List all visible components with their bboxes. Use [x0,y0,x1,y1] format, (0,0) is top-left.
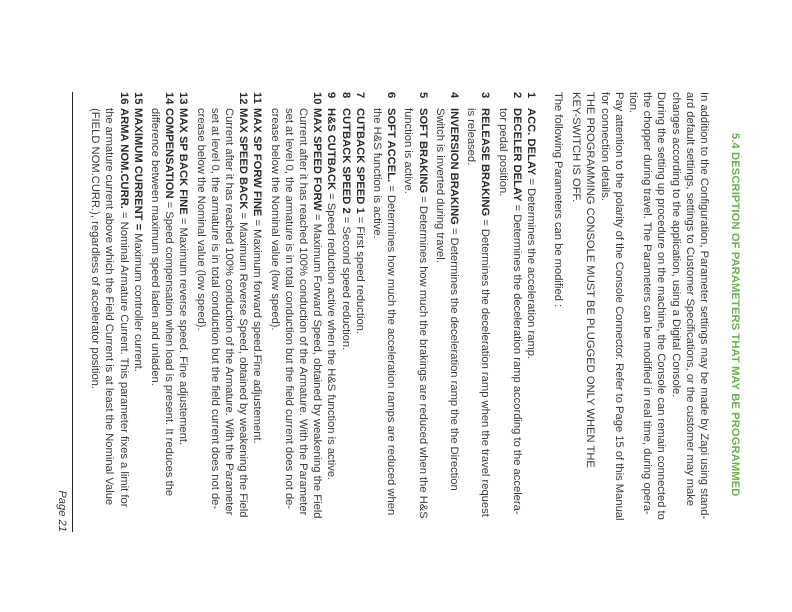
parameter-description-cont: is released. [465,108,478,166]
parameter-number: 12 [237,92,250,105]
parameter-description-cont: tor pedal position. [496,108,509,197]
parameter-item [401,92,429,532]
parameter-name: INVERSION BRAKING [447,108,460,225]
parameter-description-cont: the H&S function is active. [370,108,383,239]
parameter-description: = Determines the deceleration ramp according to the accelera- [510,201,523,515]
parameter-name: SOFT ACCEL. [385,108,398,183]
intro-line: During the setting up procedure on the machine, the Console can remain connected to [655,92,668,520]
parameters-lead-text: The following Parameters can be modified : [552,92,564,308]
parameter-number: 8 [339,92,352,99]
parameter-description: = Maximum forward speed.Fine adjustement. [251,216,264,444]
parameter-item [88,92,131,532]
parameter-description-cont: set at level 0, the armature is in total conduction but the field current does not de- [282,108,295,510]
parameter-description-cont: (FIELD NOM.CURR.), regardless of accelerator position. [89,108,102,390]
parameter-description: = First speed reduction. [353,213,366,335]
parameter-name: ACC. DELAY [525,108,537,176]
parameter-name: SOFT BRAKING [416,108,429,194]
parameter-list [88,92,538,532]
parameter-name: COMPENSATION [163,108,176,199]
intro-line: Pay attention to the polarity of the Console Connector. Refer to Page 15 of this Manual [612,92,625,521]
parameter-number: 2 [510,92,523,99]
parameter-item [324,92,338,532]
parameter-description: = Speed reduction active when the H&S function is active. [325,190,338,481]
parameter-number: 13 [177,92,190,105]
parameter-item [524,92,538,532]
parameter-description-cont: difference between maximum speed laden and unladen. [148,108,161,386]
intro-line: for connection details. [598,92,611,201]
parameter-description-cont: the armature current above which the Field Current is at least the Nominal Value [103,108,116,506]
parameter-name: CUTBACK SPEED 1 [353,108,366,214]
intro-line: changes according to the application, using a Digital Console. [669,92,682,398]
intro-line: In addition to the Configuration, Parameter settings may be made by Zapi using stand- [698,92,710,520]
parameter-description: Maximum controller current. [131,230,144,372]
parameter-description-cont: function is active. [402,108,415,194]
parameter-number: 10 [311,92,324,105]
intro-line: tion. [626,92,639,114]
parameter-description: = Maximum Reverse Speed, obtained by weakening the Field [237,209,250,518]
parameter-item [267,92,324,532]
parameter-name: MAX SP FORW FINE [251,108,264,217]
parameter-description: = Speed compensation when load is present. It reduces the [163,198,176,497]
parameter-description: = Second speed reduction. [339,213,352,351]
parameter-number: 16 [117,92,130,105]
parameter-number: 4 [447,92,460,99]
parameter-description-cont: Switch is inverted during travel. [433,108,446,263]
parameter-description: = Maximum Forward Speed, obtained by weakening the Field [311,210,324,519]
parameter-description-cont: crease below the Nominal value (low speed). [194,108,207,331]
parameter-item [148,92,176,532]
intro-line: ard default settings, settings to Customer Specifications, or the customer may make [683,92,696,507]
parameter-item [370,92,398,532]
parameter-description-cont: crease below the Nominal value (low speed). [268,108,281,331]
parameter-number: 3 [479,92,492,99]
parameter-description: = Determines the acceleration ramp. [525,175,537,360]
intro-line: the chopper during travel. The Parameters can be modified in real time, during opera- [641,92,654,515]
parameter-item [193,92,250,532]
parameter-name: CUTBACK SPEED 2 [339,108,352,214]
parameter-name: ARMA NOM.CURR. [117,108,130,209]
parameter-number: 9 [325,92,338,99]
parameter-item [250,92,264,532]
parameter-description: = Determines the deceleration ramp when the travel request [479,216,492,517]
parameter-name: MAX SPEED FORW [311,108,324,211]
parameter-item [338,92,352,532]
intro-paragraph [569,92,711,527]
parameter-description: = Maximum reverse speed. Fine adjustement. [177,214,190,446]
parameter-description: = Determines how much the brakings are reduced when the H&S [416,193,429,519]
parameter-number: 6 [385,92,398,99]
parameter-number: 15 [131,92,144,105]
parameter-item [353,92,367,532]
parameter-name: MAXIMUM CURRENT = [131,108,144,231]
parameter-number: 11 [251,92,264,104]
parameter-item [176,92,190,532]
parameter-description: = Nominal Armature Current. This parameter fixes a limit for [117,208,130,508]
parameter-description-cont: set at level 0, the armature is in total conduction but the field current does not de- [208,108,221,510]
parameter-description-cont: Current after it has reached 100% conduction of the Armature. With the Parameter [222,108,235,516]
parameter-item [131,92,145,532]
parameter-number: 7 [353,92,366,99]
parameter-number: 14 [163,92,176,105]
intro-warning-line: THE PROGRAMMING CONSOLE MUST BE PLUGGED ONLY WHEN THE [584,92,597,468]
parameter-name: RELEASE BRAKING [479,108,492,217]
parameter-name: H&S CUTBACK [325,108,338,191]
parameter-description: = Determines how much the acceleration ramps are reduced when [385,182,398,516]
parameter-description: = Determines the deceleration ramp the the Direction [447,224,460,491]
footer-divider [72,92,73,532]
parameter-description-cont: Current after it has reached 100% conduction of the Armature. With the Parameter [296,108,309,516]
section-title: 5.4 DESCRIPTION OF PARAMETERS THAT MAY BE PROGRAMMED [729,133,741,497]
parameter-item [433,92,461,532]
parameter-number: 1 [525,92,537,99]
page-number: Page 21 [56,490,68,532]
parameter-name: DECELER DELAY [510,108,523,202]
parameter-item [464,92,492,532]
parameter-number: 5 [416,92,429,99]
intro-warning-line: KEY-SWITCH IS OFF. [570,92,583,203]
parameter-name: MAX SP BACK FINE [177,108,190,215]
parameter-name: MAX SPEED BACK [237,108,250,210]
parameter-item [495,92,523,532]
